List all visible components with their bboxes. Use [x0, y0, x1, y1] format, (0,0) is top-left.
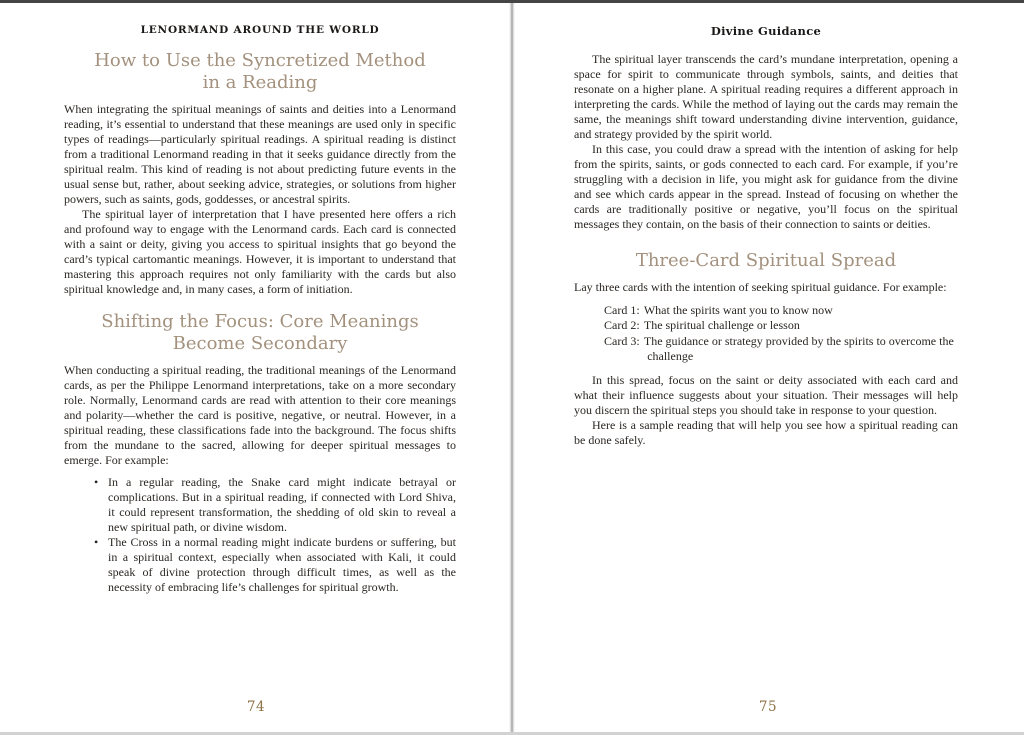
card-text: The guidance or strategy provided by the spirits to overcome the challenge	[643, 333, 954, 364]
heading-line: Become Secondary	[172, 332, 348, 354]
paragraph: When conducting a spiritual reading, the traditional meanings of the Lenormand cards, as per the Philippe Lenormand interpretations, take on a more secondary role. Normally, Lenormand cards are read with attention to their core meanings and polarity—whether the card is positive, negative, or neutral. However, in a spiritual reading, these classifications fade into the background. The focus shifts from the mundane to the sacred, allowing for deeper spiritual messages to emerge. For example:	[64, 362, 456, 467]
paragraph: The spiritual layer transcends the card’s mundane interpretation, opening a space for spirit to communicate through symbols, saints, and deities that resonate on a higher plane. A spiritual reading requires a different approach in interpreting the cards. While the method of laying out the cards may remain the same, the meanings shift toward understanding divine intervention, guidance, and strategy provided by the spirit world.	[574, 52, 958, 141]
bullet-item-cross-card: • The Cross in a normal reading might indicate burdens or suffering, but in a spiritual context, especially when associated with Kali, it could speak of divine protection through difficult times, as well as the necessity of embracing life’s challenges for spiritual growth.	[94, 535, 456, 595]
section-heading-syncretized-method	[64, 50, 456, 94]
paragraph: Lay three cards with the intention of seeking spiritual guidance. For example:	[574, 279, 947, 294]
heading-line: How to Use the Syncretized Method	[94, 50, 426, 71]
spread-card-2	[604, 318, 958, 334]
bullet-item-snake-card: • In a regular reading, the Snake card might indicate betrayal or complications. But in a spiritual reading, if connected with Lord Shiva, it could represent transformation, the shedding of old skin to reveal a new spiritual path, or divine wisdom.	[94, 475, 456, 535]
running-head-right: Divine Guidance	[710, 24, 822, 38]
paragraph: The spiritual layer of interpretation that I have presented here offers a rich and profound way to engage with the Lenormand cards. Each card is connected with a saint or deity, giving you access to spiritual insights that go beyond the card’s typical cartomantic meanings. However, it is important to understand that mastering this approach requires not only familiarity with the cards but also spiritual knowledge and, in many cases, a form of initiation.	[64, 206, 456, 296]
spread-card-list	[604, 303, 958, 365]
paragraph: In this spread, focus on the saint or deity associated with each card and what their influence suggests about your situation. Their messages will help you discern the spiritual steps you should take in response to your question.	[574, 372, 958, 417]
right-page	[512, 0, 1024, 735]
card-label: Card 3:	[604, 333, 640, 348]
spread-card-1	[604, 303, 958, 319]
running-head-left: LENORMAND AROUND THE WORLD	[140, 24, 380, 36]
card-label: Card 1:	[604, 302, 640, 317]
book-spine-gutter	[509, 0, 515, 735]
heading-line: Three-Card Spiritual Spread	[635, 250, 897, 271]
page-top-edge	[0, 0, 1024, 3]
section-heading-three-card-spread	[574, 250, 958, 272]
heading-line: in a Reading	[202, 71, 318, 93]
card-text: The spiritual challenge or lesson	[643, 318, 800, 333]
paragraph: When integrating the spiritual meanings of saints and deities into a Lenormand reading, it’s essential to understand that these meanings are used only in specific types of readings—particularly spiritual readings. A spiritual reading is distinct from a traditional Lenormand reading in that it seeks guidance directly from the spiritual realm. This kind of reading is not about predicting future events in the usual sense but, rather, about seeking advice, strategies, or solutions from higher powers, such as saints, gods, goddesses, or ancestral spirits.	[64, 101, 456, 206]
heading-line: Shifting the Focus: Core Meanings	[101, 310, 419, 332]
section-heading-shifting-focus	[64, 311, 456, 355]
paragraph: In this case, you could draw a spread with the intention of asking for help from the spirits, saints, or gods connected to each card. For example, if you’re struggling with a decision in life, you might ask for guidance from the divine and see which cards appear in the spread. Instead of focusing on whether the cards are traditionally positive or negative, you’ll focus on the spiritual messages they contain, on the basis of their connection to saints or deities.	[574, 142, 958, 231]
paragraph: Here is a sample reading that will help you see how a spiritual reading can be done safely.	[574, 417, 958, 447]
example-bullet-list	[94, 475, 456, 595]
spread-card-3	[604, 334, 958, 365]
page-number-right: 75	[758, 699, 778, 715]
card-label: Card 2:	[604, 318, 640, 333]
page-number-left: 74	[246, 699, 266, 715]
card-text: What the spirits want you to know now	[643, 302, 833, 317]
